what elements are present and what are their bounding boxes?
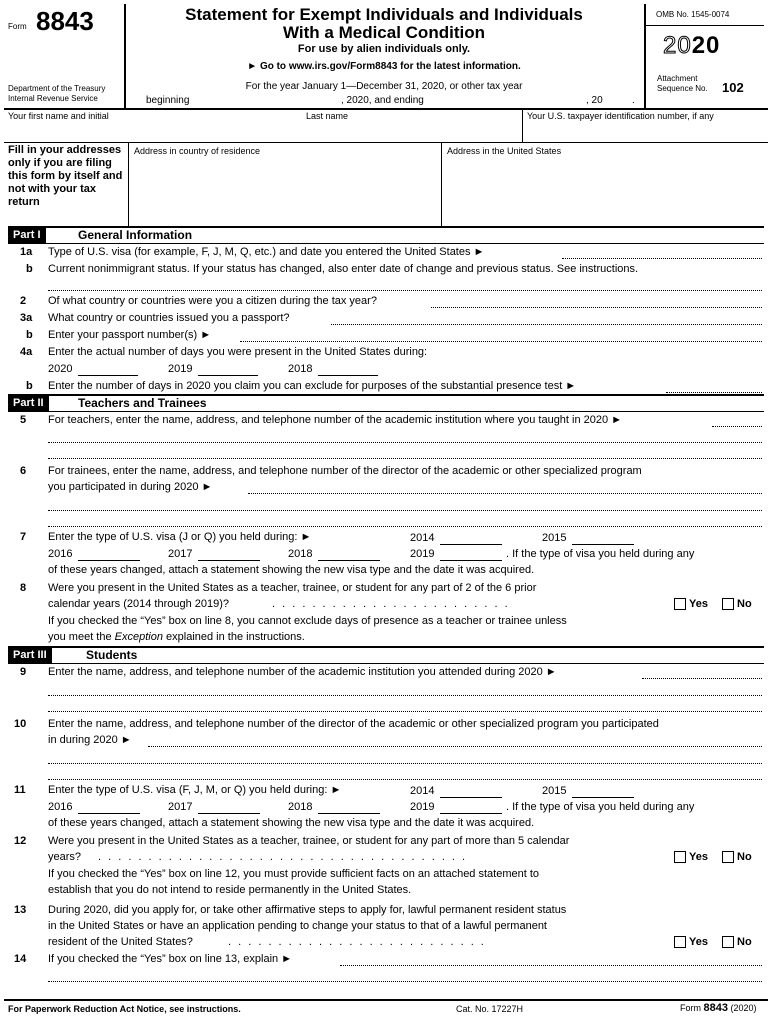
- line-11-label-2: . If the type of visa you held during any: [506, 801, 695, 813]
- line-6-label: For trainees, enter the name, address, and telephone number of the director of the academic or other specialized program: [48, 465, 642, 477]
- year-2017-label: 2017: [168, 548, 193, 560]
- line-12-yes-label: Yes: [689, 851, 708, 863]
- line-12-label-2: years?: [48, 851, 82, 863]
- line-11-label-3: of these years changed, attach a statement showing the new visa type and the date it was acquired.: [48, 817, 535, 829]
- taxpayer-id-label: Your U.S. taxpayer identification number, if any: [527, 111, 714, 121]
- line-8-yes-checkbox[interactable]: [674, 598, 686, 610]
- line-6-field-2[interactable]: [48, 510, 762, 511]
- residence-address-label: Address in country of residence: [134, 146, 261, 156]
- line-12-no-label: No: [737, 851, 752, 863]
- line-number: 3a: [20, 312, 33, 324]
- catalog-number: Cat. No. 17227H: [456, 1004, 524, 1014]
- line-5-field-2[interactable]: [48, 442, 762, 443]
- first-last-name-field[interactable]: [8, 124, 516, 140]
- us-address-field[interactable]: [445, 160, 763, 222]
- line-1a-label: Type of U.S. visa (for example, F, J, M, Q, etc.) and date you entered the United States ►: [48, 246, 485, 258]
- dept-line-1: Department of the Treasury: [8, 84, 106, 93]
- tax-year-ending: , 2020, and ending: [341, 95, 424, 106]
- line-4b-label: Enter the number of days in 2020 you claim you can exclude for purposes of the substantial presence test ►: [48, 380, 577, 392]
- line-11-label: Enter the type of U.S. visa (F, J, M, or Q) you held during: ►: [48, 784, 342, 796]
- line-5-label: For teachers, enter the name, address, and telephone number of the academic institution where you taught in 2020 ►: [48, 414, 623, 426]
- line-number: 11: [14, 784, 26, 796]
- part1-title: General Information: [78, 228, 193, 242]
- us-address-label: Address in the United States: [447, 146, 562, 156]
- part3-title: Students: [86, 648, 138, 662]
- line-number: b: [26, 329, 33, 341]
- line-8-label-2: calendar years (2014 through 2019)?: [48, 598, 230, 610]
- visa-2019-field[interactable]: [440, 801, 502, 814]
- paperwork-notice: For Paperwork Reduction Act Notice, see instructions.: [8, 1004, 241, 1014]
- line-6-field-3[interactable]: [48, 526, 762, 527]
- year-2014-label: 2014: [410, 532, 435, 544]
- form-subtitle: For use by alien individuals only.: [297, 43, 471, 55]
- line-number: 7: [20, 531, 27, 543]
- line-12-label: Were you present in the United States as a teacher, trainee, or student for any part of more than 5 calendar: [48, 835, 570, 847]
- part2-label: Part II: [8, 396, 49, 411]
- line-10-field[interactable]: [148, 746, 762, 747]
- visa-2015-field[interactable]: [572, 785, 634, 798]
- tax-year-20: , 20: [586, 95, 603, 106]
- visa-2018-field[interactable]: [318, 801, 380, 814]
- line-number: b: [26, 380, 33, 392]
- year-2018-label: 2018: [288, 801, 313, 813]
- line-8-label: Were you present in the United States as a teacher, trainee, or student for any part of 2 of the 6 prior: [48, 582, 537, 594]
- form-number: 8843: [36, 6, 94, 36]
- line-8-label-3: If you checked the “Yes” box on line 8, you cannot exclude days of presence as a teacher or trainee unless: [48, 615, 567, 627]
- line-4b-field[interactable]: [666, 392, 762, 393]
- year-2015-label: 2015: [542, 532, 567, 544]
- line-1b-label: Current nonimmigrant status. If your status has changed, also enter date of change and previous status. See instructions.: [48, 263, 639, 275]
- line-13-no-checkbox[interactable]: [722, 936, 734, 948]
- year-2014-label: 2014: [410, 785, 435, 797]
- year-2016-label: 2016: [48, 548, 73, 560]
- dot-leader: . . . . . . . . . . . . . . . . . . . . . . . . . .: [228, 936, 486, 948]
- part1-header: [8, 226, 764, 244]
- dot-leader: . . . . . . . . . . . . . . . . . . . . . . . .: [272, 598, 510, 610]
- line-8-yes-label: Yes: [689, 598, 708, 610]
- line-4a-label: Enter the actual number of days you were present in the United States during:: [48, 346, 428, 358]
- form-title-line-1: Statement for Exempt Individuals and Individuals: [185, 5, 583, 24]
- tax-year-beginning: beginning: [146, 95, 190, 106]
- line-10-field-2[interactable]: [48, 763, 762, 764]
- line-7-label-3: of these years changed, attach a statement showing the new visa type and the date it was acquired.: [48, 564, 535, 576]
- line-9-label: Enter the name, address, and telephone number of the academic institution you attended during 2020 ►: [48, 666, 557, 678]
- visa-2017-field[interactable]: [198, 548, 260, 561]
- line-14-field[interactable]: [340, 965, 762, 966]
- line-7-label: Enter the type of U.S. visa (J or Q) you held during: ►: [48, 531, 312, 543]
- year-2017-label: 2017: [168, 801, 193, 813]
- line-number: 1a: [20, 246, 33, 258]
- first-name-label: Your first name and initial: [8, 111, 109, 121]
- line-number: 8: [20, 582, 27, 594]
- days-2018-field[interactable]: [318, 363, 378, 376]
- line-9-field-3[interactable]: [48, 711, 762, 712]
- line-6-label-2: you participated in during 2020 ►: [48, 481, 213, 493]
- line-8-no-label: No: [737, 598, 752, 610]
- line-13-no-label: No: [737, 936, 752, 948]
- year-2015-label: 2015: [542, 785, 567, 797]
- visa-2019-field[interactable]: [440, 548, 502, 561]
- line-number: 5: [20, 414, 27, 426]
- line-8-label-4: you meet the Exception explained in the instructions.: [48, 631, 305, 643]
- line-9-field[interactable]: [642, 678, 762, 679]
- tax-year: 2020: [663, 32, 721, 59]
- year-2016-label: 2016: [48, 801, 73, 813]
- visa-2016-field[interactable]: [78, 548, 140, 561]
- line-3a-field[interactable]: [331, 324, 762, 325]
- days-2020-field[interactable]: [78, 363, 138, 376]
- line-12-yes-checkbox[interactable]: [674, 851, 686, 863]
- line-12-no-checkbox[interactable]: [722, 851, 734, 863]
- footer-form-id: Form 8843 (2020): [680, 1002, 757, 1014]
- line-6-field[interactable]: [248, 493, 762, 494]
- attachment-label: Attachment: [657, 74, 698, 83]
- line-12-label-3: If you checked the “Yes” box on line 12, you must provide sufficient facts on an attached statement to: [48, 868, 540, 880]
- line-number: 6: [20, 465, 27, 477]
- dept-line-2: Internal Revenue Service: [8, 94, 98, 103]
- line-5-field[interactable]: [712, 426, 762, 427]
- year-2020-label: 2020: [48, 363, 73, 375]
- omb-number: OMB No. 1545-0074: [656, 10, 730, 19]
- line-13-label: During 2020, did you apply for, or take other affirmative steps to apply for, lawful permanent resident status: [48, 904, 567, 916]
- goto-website[interactable]: ► Go to www.irs.gov/Form8843 for the latest information.: [247, 61, 521, 72]
- line-number: 14: [14, 953, 27, 965]
- visa-2014-field[interactable]: [440, 532, 502, 545]
- last-name-label: Last name: [306, 111, 349, 121]
- line-13-yes-checkbox[interactable]: [674, 936, 686, 948]
- line-13-label-3: resident of the United States?: [48, 936, 193, 948]
- visa-2015-field[interactable]: [572, 532, 634, 545]
- line-10-label: Enter the name, address, and telephone number of the director of the academic or other specialized program you participated: [48, 718, 659, 730]
- line-12-label-4: establish that you do not intend to reside permanently in the United States.: [48, 884, 412, 896]
- part2-header: [8, 394, 764, 412]
- line-1b-field[interactable]: [48, 290, 762, 291]
- form-title-line-2: With a Medical Condition: [283, 23, 485, 42]
- line-10-field-3[interactable]: [48, 779, 762, 780]
- line-10-label-2: in during 2020 ►: [48, 734, 132, 746]
- part3-label: Part III: [8, 648, 52, 663]
- line-5-field-3[interactable]: [48, 458, 762, 459]
- line-3b-label: Enter your passport number(s) ►: [48, 329, 212, 341]
- line-13-label-2: in the United States or have an application pending to change your status to that of a lawful permanent: [48, 920, 547, 932]
- tax-year-line: For the year January 1—December 31, 2020, or other tax year: [245, 81, 523, 92]
- days-2019-field[interactable]: [198, 363, 258, 376]
- line-number: 2: [20, 295, 27, 307]
- part3-header: [8, 646, 764, 664]
- line-number: 12: [14, 835, 27, 847]
- line-14-label: If you checked the “Yes” box on line 13, explain ►: [48, 953, 293, 965]
- line-13-yes-label: Yes: [689, 936, 708, 948]
- form-label: Form: [8, 22, 27, 31]
- line-3b-field[interactable]: [240, 341, 762, 342]
- line-2-field[interactable]: [431, 307, 762, 308]
- dot-leader: . . . . . . . . . . . . . . . . . . . . . . . . . . . . . . . . . . . . .: [98, 851, 468, 863]
- line-number: b: [26, 263, 33, 275]
- visa-2017-field[interactable]: [198, 801, 260, 814]
- residence-address-field[interactable]: [132, 160, 437, 222]
- line-number: 9: [20, 666, 27, 678]
- visa-2014-field[interactable]: [440, 785, 502, 798]
- fill-in-note: Fill in your addresses only if you are filing this form by itself and not with your tax return: [8, 144, 123, 208]
- year-2019-label: 2019: [168, 363, 193, 375]
- line-8-no-checkbox[interactable]: [722, 598, 734, 610]
- visa-2018-field[interactable]: [318, 548, 380, 561]
- year-2019-label: 2019: [410, 801, 435, 813]
- year-2019-label: 2019: [410, 548, 435, 560]
- visa-2016-field[interactable]: [78, 801, 140, 814]
- part2-title: Teachers and Trainees: [78, 396, 207, 410]
- part1-label: Part I: [8, 228, 46, 243]
- line-7-label-2: . If the type of visa you held during any: [506, 548, 695, 560]
- tax-year-period: .: [632, 95, 635, 106]
- year-2018-label: 2018: [288, 548, 313, 560]
- line-number: 4a: [20, 346, 33, 358]
- line-14-field-2[interactable]: [48, 981, 762, 982]
- taxpayer-id-field[interactable]: [526, 124, 764, 140]
- line-2-label: Of what country or countries were you a citizen during the tax year?: [48, 295, 377, 307]
- sequence-label: Sequence No.: [657, 84, 708, 93]
- year-2018-label: 2018: [288, 363, 313, 375]
- line-3a-label: What country or countries issued you a passport?: [48, 312, 290, 324]
- line-number: 10: [14, 718, 27, 730]
- line-1a-field[interactable]: [562, 258, 762, 259]
- line-number: 13: [14, 904, 27, 916]
- line-9-field-2[interactable]: [48, 695, 762, 696]
- sequence-number: 102: [722, 80, 744, 95]
